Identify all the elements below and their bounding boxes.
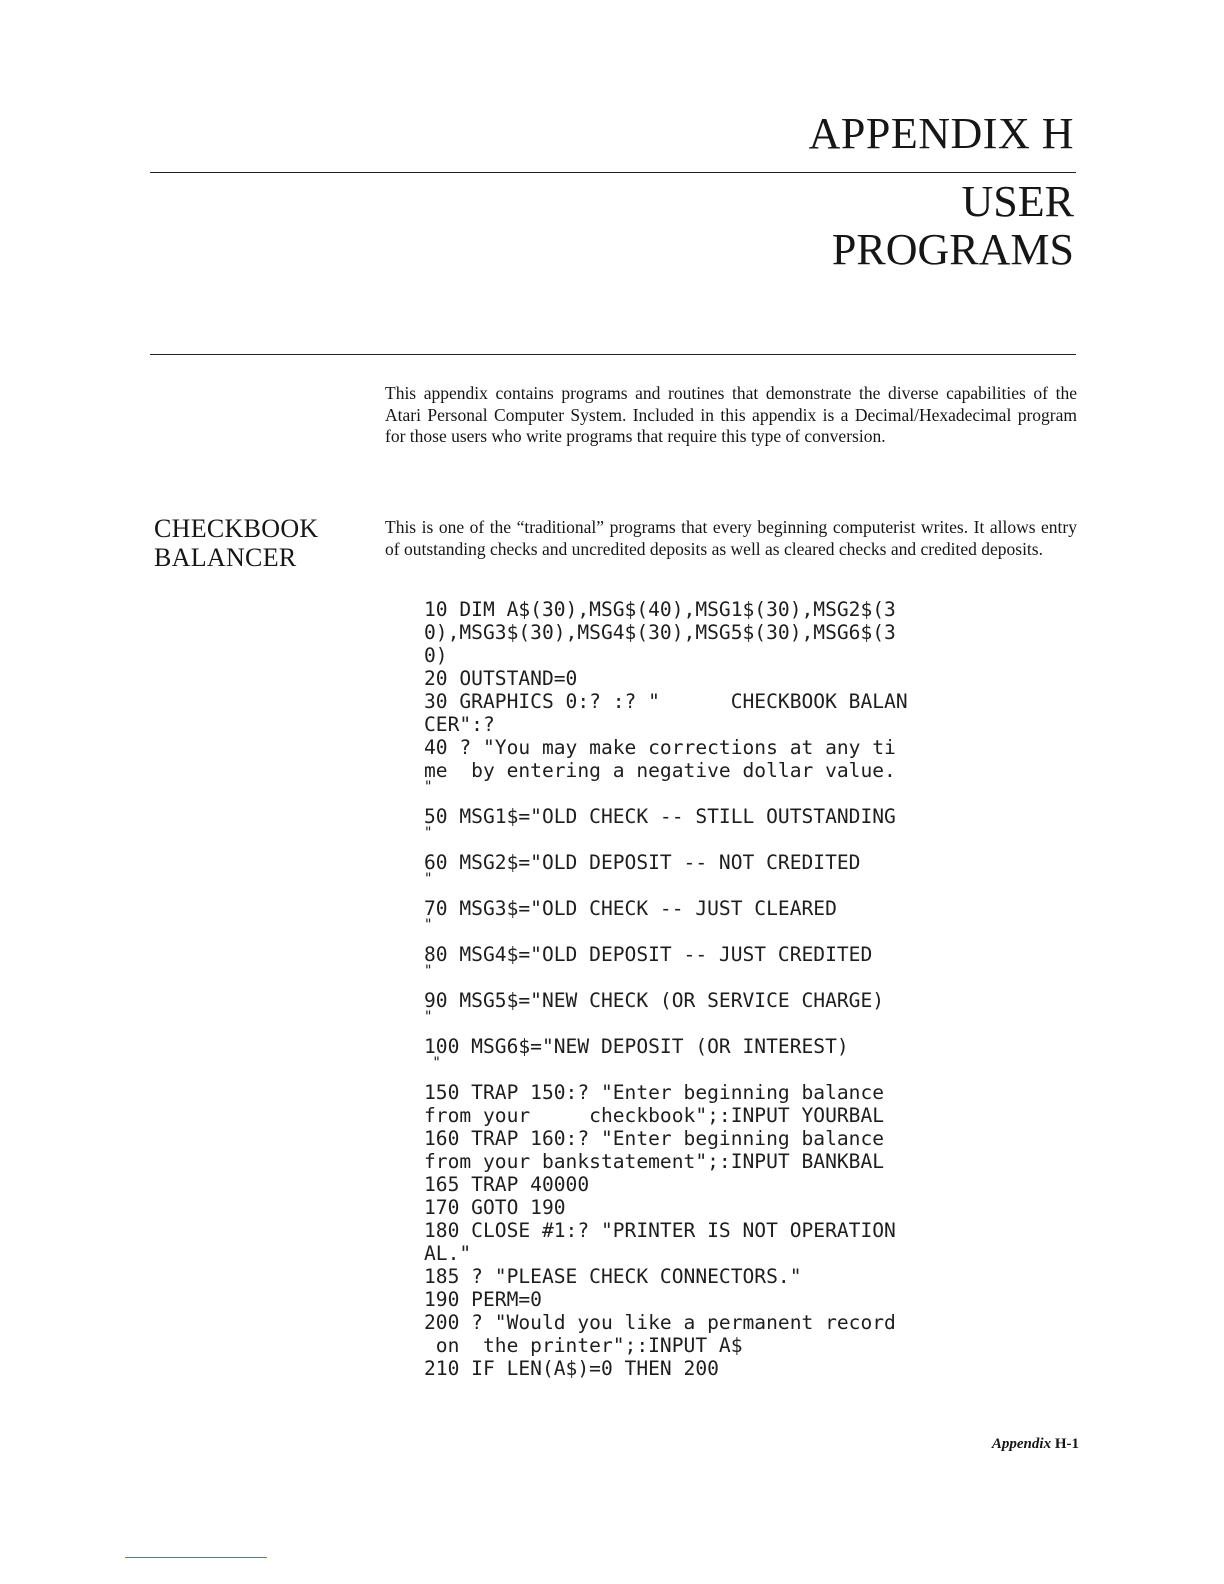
code-line: 20 OUTSTAND=0 [424, 667, 578, 690]
chapter-title-line: USER [961, 177, 1074, 226]
section-heading [154, 514, 319, 572]
footer-label: Appendix [991, 1436, 1052, 1452]
code-line: from your bankstatement";:INPUT BANKBAL [424, 1150, 885, 1173]
code-line: " [424, 871, 433, 887]
page-footer [992, 1436, 1079, 1453]
footnote-rule [125, 1557, 267, 1558]
code-line: AL." [424, 1242, 472, 1265]
code-line: 160 TRAP 160:? "Enter beginning balance [424, 1127, 885, 1150]
code-line: 50 MSG1$="OLD CHECK -- STILL OUTSTANDING [424, 805, 896, 828]
code-line: " [424, 1055, 441, 1071]
code-line: 185 ? "PLEASE CHECK CONNECTORS." [424, 1265, 802, 1288]
code-line: 10 DIM A$(30),MSG$(40),MSG1$(30),MSG2$(3 [424, 598, 896, 621]
header-rule-bottom [150, 354, 1076, 355]
header-rule-top [150, 172, 1076, 173]
code-line: on the printer";:INPUT A$ [424, 1334, 743, 1357]
code-line: 210 IF LEN(A$)=0 THEN 200 [424, 1357, 719, 1380]
page-number: H-1 [1054, 1436, 1079, 1452]
section-paragraph: This is one of the “traditional” programs that every beginning computerist writes. It allows entry of outstanding checks and uncredited deposits as well as cleared checks and credited deposits. [385, 517, 1077, 559]
code-line: 165 TRAP 40000 [424, 1173, 590, 1196]
program-listing [424, 598, 908, 1380]
code-line: me by entering a negative dollar value. [424, 759, 896, 782]
code-line: " [424, 825, 433, 841]
code-line: " [424, 1009, 433, 1025]
code-line: 90 MSG5$="NEW CHECK (OR SERVICE CHARGE) [424, 989, 885, 1012]
code-line: 100 MSG6$="NEW DEPOSIT (OR INTEREST) [424, 1035, 849, 1058]
code-line: CER":? [424, 713, 495, 736]
chapter-title [832, 178, 1074, 274]
code-line: 0),MSG3$(30),MSG4$(30),MSG5$(30),MSG6$(3 [424, 621, 896, 644]
code-line: 170 GOTO 190 [424, 1196, 566, 1219]
chapter-title-line: PROGRAMS [831, 225, 1074, 274]
intro-paragraph: This appendix contains programs and routines that demonstrate the diverse capabilities of the Atari Personal Computer System. Included in this appendix is a Decimal/Hexadecimal program for those users who write programs that require this type of conversion. [385, 383, 1077, 446]
code-line: " [424, 917, 433, 933]
code-line: 70 MSG3$="OLD CHECK -- JUST CLEARED [424, 897, 837, 920]
code-line: 60 MSG2$="OLD DEPOSIT -- NOT CREDITED [424, 851, 861, 874]
code-line: " [424, 963, 433, 979]
code-line: 200 ? "Would you like a permanent record [424, 1311, 896, 1334]
code-line: 30 GRAPHICS 0:? :? " CHECKBOOK BALAN [424, 690, 908, 713]
section-heading-line: CHECKBOOK [154, 514, 319, 543]
code-line: 150 TRAP 150:? "Enter beginning balance [424, 1081, 885, 1104]
code-line: from your checkbook";:INPUT YOURBAL [424, 1104, 885, 1127]
code-line: 40 ? "You may make corrections at any ti [424, 736, 896, 759]
chapter-label: APPENDIX H [808, 109, 1074, 158]
code-line: 180 CLOSE #1:? "PRINTER IS NOT OPERATION [424, 1219, 896, 1242]
code-line: " [424, 779, 433, 795]
code-line: 190 PERM=0 [424, 1288, 542, 1311]
code-line: 80 MSG4$="OLD DEPOSIT -- JUST CREDITED [424, 943, 873, 966]
section-heading-line: BALANCER [154, 543, 297, 572]
code-line: 0) [424, 644, 448, 667]
